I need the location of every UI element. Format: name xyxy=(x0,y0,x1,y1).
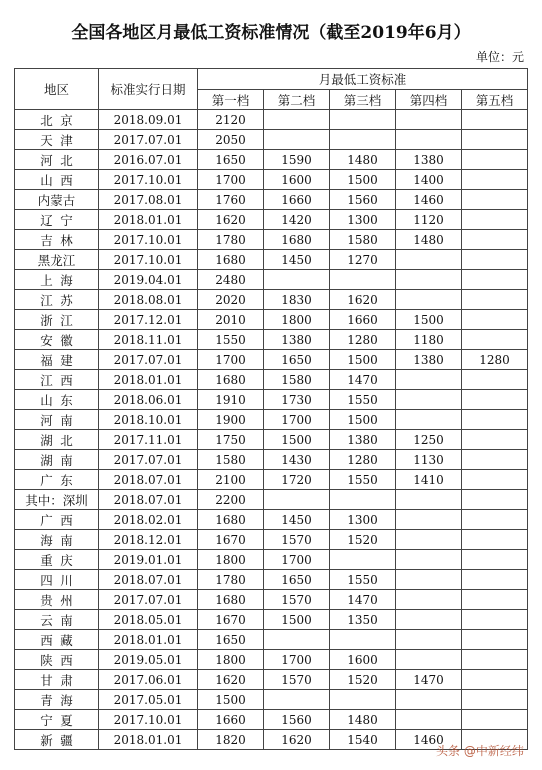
cell-tier-3: 1280 xyxy=(330,450,396,470)
cell-region: 湖北 xyxy=(15,430,99,450)
cell-tier-5 xyxy=(462,710,528,730)
cell-tier-5 xyxy=(462,630,528,650)
header-tier-5: 第五档 xyxy=(462,90,528,110)
table-row xyxy=(15,450,528,470)
table-row xyxy=(15,550,528,570)
cell-tier-1: 2050 xyxy=(198,130,264,150)
cell-date: 2017.07.01 xyxy=(99,350,198,370)
cell-tier-4: 1480 xyxy=(396,230,462,250)
cell-tier-5 xyxy=(462,410,528,430)
cell-date: 2018.07.01 xyxy=(99,470,198,490)
cell-region: 河北 xyxy=(15,150,99,170)
cell-tier-2 xyxy=(264,490,330,510)
cell-tier-2: 1700 xyxy=(264,650,330,670)
cell-tier-1: 1800 xyxy=(198,650,264,670)
cell-region: 湖南 xyxy=(15,450,99,470)
cell-tier-4 xyxy=(396,630,462,650)
cell-tier-3: 1350 xyxy=(330,610,396,630)
table-row xyxy=(15,230,528,250)
cell-region: 山西 xyxy=(15,170,99,190)
cell-tier-1: 1800 xyxy=(198,550,264,570)
cell-region: 其中：深圳 xyxy=(15,490,99,510)
cell-tier-1: 2100 xyxy=(198,470,264,490)
cell-tier-5 xyxy=(462,170,528,190)
cell-tier-4 xyxy=(396,530,462,550)
cell-region: 辽宁 xyxy=(15,210,99,230)
table-row xyxy=(15,210,528,230)
table-row xyxy=(15,190,528,210)
cell-region: 甘肃 xyxy=(15,670,99,690)
cell-region: 广东 xyxy=(15,470,99,490)
cell-region: 青海 xyxy=(15,690,99,710)
cell-tier-1: 1680 xyxy=(198,370,264,390)
cell-date: 2018.12.01 xyxy=(99,530,198,550)
cell-date: 2017.11.01 xyxy=(99,430,198,450)
cell-tier-4 xyxy=(396,390,462,410)
cell-date: 2018.07.01 xyxy=(99,490,198,510)
cell-date: 2017.08.01 xyxy=(99,190,198,210)
cell-region: 安徽 xyxy=(15,330,99,350)
cell-tier-1: 1670 xyxy=(198,530,264,550)
cell-tier-4 xyxy=(396,290,462,310)
cell-date: 2018.11.01 xyxy=(99,330,198,350)
cell-date: 2018.07.01 xyxy=(99,570,198,590)
cell-date: 2018.01.01 xyxy=(99,730,198,750)
cell-date: 2018.01.01 xyxy=(99,630,198,650)
cell-region: 北京 xyxy=(15,110,99,130)
cell-tier-1: 1620 xyxy=(198,670,264,690)
table-row xyxy=(15,270,528,290)
header-tier-2: 第二档 xyxy=(264,90,330,110)
cell-date: 2019.01.01 xyxy=(99,550,198,570)
cell-tier-1: 1820 xyxy=(198,730,264,750)
cell-region: 新疆 xyxy=(15,730,99,750)
cell-tier-4 xyxy=(396,650,462,670)
cell-tier-5 xyxy=(462,190,528,210)
cell-tier-4: 1400 xyxy=(396,170,462,190)
cell-tier-1: 1700 xyxy=(198,350,264,370)
cell-tier-5 xyxy=(462,150,528,170)
cell-tier-3: 1520 xyxy=(330,530,396,550)
cell-tier-2: 1560 xyxy=(264,710,330,730)
cell-date: 2017.07.01 xyxy=(99,590,198,610)
cell-region: 黑龙江 xyxy=(15,250,99,270)
table-row xyxy=(15,330,528,350)
cell-tier-5 xyxy=(462,550,528,570)
cell-tier-2: 1700 xyxy=(264,410,330,430)
table-row xyxy=(15,570,528,590)
cell-tier-2: 1570 xyxy=(264,590,330,610)
cell-tier-4: 1410 xyxy=(396,470,462,490)
cell-tier-1: 1580 xyxy=(198,450,264,470)
cell-region: 内蒙古 xyxy=(15,190,99,210)
cell-tier-4 xyxy=(396,550,462,570)
table-row xyxy=(15,470,528,490)
cell-tier-1: 1650 xyxy=(198,150,264,170)
cell-tier-2: 1650 xyxy=(264,350,330,370)
cell-date: 2017.10.01 xyxy=(99,170,198,190)
table-row xyxy=(15,690,528,710)
cell-tier-2: 1500 xyxy=(264,610,330,630)
cell-tier-3 xyxy=(330,130,396,150)
table-row xyxy=(15,350,528,370)
cell-tier-4: 1180 xyxy=(396,330,462,350)
cell-date: 2019.05.01 xyxy=(99,650,198,670)
cell-tier-4: 1460 xyxy=(396,190,462,210)
cell-region: 吉林 xyxy=(15,230,99,250)
watermark: 头条 @中新经纬 xyxy=(436,744,524,758)
cell-tier-2: 1380 xyxy=(264,330,330,350)
cell-tier-4 xyxy=(396,490,462,510)
table-row xyxy=(15,650,528,670)
cell-tier-1: 2480 xyxy=(198,270,264,290)
cell-tier-1: 2200 xyxy=(198,490,264,510)
cell-region: 海南 xyxy=(15,530,99,550)
unit-label: 单位：元 xyxy=(475,50,524,64)
cell-tier-5 xyxy=(462,650,528,670)
table-row xyxy=(15,390,528,410)
cell-tier-5 xyxy=(462,510,528,530)
cell-date: 2016.07.01 xyxy=(99,150,198,170)
cell-tier-1: 1500 xyxy=(198,690,264,710)
table-row xyxy=(15,670,528,690)
cell-tier-3: 1550 xyxy=(330,390,396,410)
table-body xyxy=(15,110,528,750)
cell-tier-2 xyxy=(264,270,330,290)
cell-tier-3: 1550 xyxy=(330,470,396,490)
cell-region: 云南 xyxy=(15,610,99,630)
cell-tier-2: 1700 xyxy=(264,550,330,570)
cell-region: 陕西 xyxy=(15,650,99,670)
cell-date: 2017.10.01 xyxy=(99,710,198,730)
cell-tier-2 xyxy=(264,630,330,650)
table-row xyxy=(15,110,528,130)
cell-tier-3: 1500 xyxy=(330,350,396,370)
cell-tier-4 xyxy=(396,110,462,130)
table-row xyxy=(15,530,528,550)
cell-tier-2: 1450 xyxy=(264,510,330,530)
cell-tier-3: 1470 xyxy=(330,370,396,390)
cell-tier-1: 1550 xyxy=(198,330,264,350)
cell-tier-4: 1380 xyxy=(396,150,462,170)
cell-date: 2018.08.01 xyxy=(99,290,198,310)
cell-tier-1: 1760 xyxy=(198,190,264,210)
cell-tier-5 xyxy=(462,590,528,610)
cell-tier-4 xyxy=(396,690,462,710)
cell-tier-1: 1650 xyxy=(198,630,264,650)
cell-tier-3: 1500 xyxy=(330,170,396,190)
cell-tier-3: 1580 xyxy=(330,230,396,250)
cell-tier-2 xyxy=(264,130,330,150)
cell-tier-5 xyxy=(462,390,528,410)
cell-date: 2017.05.01 xyxy=(99,690,198,710)
cell-tier-5: 1280 xyxy=(462,350,528,370)
cell-tier-5 xyxy=(462,670,528,690)
cell-tier-1: 1680 xyxy=(198,510,264,530)
cell-tier-1: 1910 xyxy=(198,390,264,410)
cell-date: 2018.10.01 xyxy=(99,410,198,430)
cell-tier-5 xyxy=(462,610,528,630)
cell-region: 西藏 xyxy=(15,630,99,650)
cell-tier-5 xyxy=(462,690,528,710)
cell-tier-2: 1730 xyxy=(264,390,330,410)
table-row xyxy=(15,610,528,630)
cell-tier-5 xyxy=(462,250,528,270)
cell-tier-5 xyxy=(462,490,528,510)
cell-date: 2017.06.01 xyxy=(99,670,198,690)
table-row xyxy=(15,310,528,330)
cell-tier-4 xyxy=(396,410,462,430)
table-row xyxy=(15,410,528,430)
table-row xyxy=(15,510,528,530)
cell-tier-4: 1250 xyxy=(396,430,462,450)
table-row xyxy=(15,290,528,310)
cell-tier-3: 1300 xyxy=(330,510,396,530)
cell-tier-5 xyxy=(462,450,528,470)
table-row xyxy=(15,430,528,450)
cell-tier-2: 1590 xyxy=(264,150,330,170)
cell-date: 2019.04.01 xyxy=(99,270,198,290)
cell-tier-5 xyxy=(462,530,528,550)
min-wage-table xyxy=(14,68,528,750)
cell-tier-2: 1620 xyxy=(264,730,330,750)
table-row xyxy=(15,170,528,190)
cell-tier-2: 1420 xyxy=(264,210,330,230)
cell-tier-3: 1500 xyxy=(330,410,396,430)
cell-tier-5 xyxy=(462,310,528,330)
table-row xyxy=(15,590,528,610)
cell-region: 江西 xyxy=(15,370,99,390)
cell-region: 山东 xyxy=(15,390,99,410)
cell-tier-3: 1380 xyxy=(330,430,396,450)
cell-date: 2018.06.01 xyxy=(99,390,198,410)
cell-tier-3: 1660 xyxy=(330,310,396,330)
cell-tier-1: 2010 xyxy=(198,310,264,330)
cell-tier-2: 1580 xyxy=(264,370,330,390)
cell-tier-2 xyxy=(264,690,330,710)
cell-tier-2: 1660 xyxy=(264,190,330,210)
cell-tier-1: 1780 xyxy=(198,570,264,590)
cell-tier-3 xyxy=(330,270,396,290)
cell-tier-1: 1620 xyxy=(198,210,264,230)
cell-tier-1: 1680 xyxy=(198,590,264,610)
cell-tier-4: 1500 xyxy=(396,310,462,330)
cell-tier-4: 1130 xyxy=(396,450,462,470)
cell-region: 福建 xyxy=(15,350,99,370)
cell-tier-4 xyxy=(396,590,462,610)
cell-tier-5 xyxy=(462,270,528,290)
cell-tier-3: 1300 xyxy=(330,210,396,230)
header-standard: 月最低工资标准 xyxy=(198,69,528,90)
cell-tier-5 xyxy=(462,130,528,150)
cell-tier-1: 1660 xyxy=(198,710,264,730)
cell-tier-1: 1670 xyxy=(198,610,264,630)
cell-date: 2018.02.01 xyxy=(99,510,198,530)
cell-tier-4 xyxy=(396,130,462,150)
cell-tier-1: 1680 xyxy=(198,250,264,270)
table-row xyxy=(15,150,528,170)
cell-region: 重庆 xyxy=(15,550,99,570)
cell-tier-2: 1830 xyxy=(264,290,330,310)
cell-region: 江苏 xyxy=(15,290,99,310)
cell-tier-3: 1480 xyxy=(330,710,396,730)
cell-date: 2018.05.01 xyxy=(99,610,198,630)
cell-tier-3: 1270 xyxy=(330,250,396,270)
cell-tier-3: 1470 xyxy=(330,590,396,610)
cell-tier-3 xyxy=(330,690,396,710)
cell-date: 2017.07.01 xyxy=(99,130,198,150)
cell-tier-5 xyxy=(462,230,528,250)
table-row xyxy=(15,710,528,730)
cell-date: 2018.01.01 xyxy=(99,210,198,230)
cell-region: 上海 xyxy=(15,270,99,290)
cell-tier-3: 1600 xyxy=(330,650,396,670)
cell-tier-4: 1380 xyxy=(396,350,462,370)
header-tier-3: 第三档 xyxy=(330,90,396,110)
cell-tier-1: 1780 xyxy=(198,230,264,250)
cell-tier-4 xyxy=(396,510,462,530)
cell-tier-1: 2020 xyxy=(198,290,264,310)
cell-tier-3 xyxy=(330,490,396,510)
cell-date: 2017.10.01 xyxy=(99,250,198,270)
cell-tier-4 xyxy=(396,370,462,390)
cell-tier-3: 1520 xyxy=(330,670,396,690)
cell-region: 广西 xyxy=(15,510,99,530)
cell-tier-5 xyxy=(462,370,528,390)
cell-tier-5 xyxy=(462,290,528,310)
header-date: 标准实行日期 xyxy=(99,69,198,110)
cell-tier-5 xyxy=(462,330,528,350)
cell-tier-5 xyxy=(462,110,528,130)
cell-tier-5 xyxy=(462,570,528,590)
cell-tier-4 xyxy=(396,710,462,730)
cell-tier-1: 1750 xyxy=(198,430,264,450)
cell-tier-1: 2120 xyxy=(198,110,264,130)
cell-tier-2: 1570 xyxy=(264,670,330,690)
page-title: 全国各地区月最低工资标准情况（截至2019年6月） xyxy=(71,23,471,43)
cell-tier-2: 1500 xyxy=(264,430,330,450)
cell-tier-2: 1720 xyxy=(264,470,330,490)
cell-tier-4 xyxy=(396,270,462,290)
cell-tier-1: 1900 xyxy=(198,410,264,430)
table-row xyxy=(15,630,528,650)
cell-tier-3: 1480 xyxy=(330,150,396,170)
table-row xyxy=(15,370,528,390)
cell-tier-3: 1550 xyxy=(330,570,396,590)
cell-tier-1: 1700 xyxy=(198,170,264,190)
cell-tier-5 xyxy=(462,470,528,490)
header-tier-4: 第四档 xyxy=(396,90,462,110)
cell-tier-2: 1450 xyxy=(264,250,330,270)
cell-tier-2 xyxy=(264,110,330,130)
cell-date: 2017.07.01 xyxy=(99,450,198,470)
cell-tier-3: 1560 xyxy=(330,190,396,210)
cell-tier-5 xyxy=(462,430,528,450)
cell-tier-2: 1650 xyxy=(264,570,330,590)
cell-tier-3: 1620 xyxy=(330,290,396,310)
cell-tier-3: 1280 xyxy=(330,330,396,350)
cell-date: 2018.01.01 xyxy=(99,370,198,390)
cell-tier-2: 1600 xyxy=(264,170,330,190)
cell-region: 河南 xyxy=(15,410,99,430)
table-row xyxy=(15,130,528,150)
cell-tier-4 xyxy=(396,610,462,630)
cell-tier-5 xyxy=(462,210,528,230)
cell-tier-3 xyxy=(330,550,396,570)
cell-tier-3 xyxy=(330,110,396,130)
table-row xyxy=(15,250,528,270)
cell-tier-2: 1680 xyxy=(264,230,330,250)
cell-tier-2: 1570 xyxy=(264,530,330,550)
cell-tier-4: 1470 xyxy=(396,670,462,690)
cell-tier-3: 1540 xyxy=(330,730,396,750)
cell-tier-4: 1120 xyxy=(396,210,462,230)
cell-region: 贵州 xyxy=(15,590,99,610)
cell-date: 2017.10.01 xyxy=(99,230,198,250)
cell-region: 天津 xyxy=(15,130,99,150)
cell-tier-4 xyxy=(396,570,462,590)
cell-tier-3 xyxy=(330,630,396,650)
cell-region: 四川 xyxy=(15,570,99,590)
cell-date: 2018.09.01 xyxy=(99,110,198,130)
table-row xyxy=(15,490,528,510)
cell-tier-2: 1800 xyxy=(264,310,330,330)
cell-region: 宁夏 xyxy=(15,710,99,730)
header-tier-1: 第一档 xyxy=(198,90,264,110)
header-region: 地区 xyxy=(15,69,99,110)
cell-region: 浙江 xyxy=(15,310,99,330)
cell-tier-2: 1430 xyxy=(264,450,330,470)
cell-date: 2017.12.01 xyxy=(99,310,198,330)
cell-tier-4: 1460 xyxy=(396,730,462,750)
cell-tier-4 xyxy=(396,250,462,270)
